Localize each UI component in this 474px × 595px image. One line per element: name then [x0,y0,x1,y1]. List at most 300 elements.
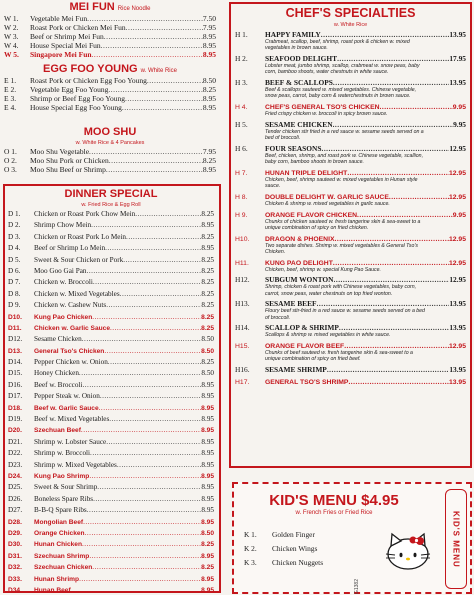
item-price: 8.25 [201,541,214,549]
item-code: H12. [235,275,250,285]
item-name: DOUBLE DELIGHT W. GARLIC SAUCE [265,193,389,201]
menu-item [8,391,214,402]
leader-dots [79,368,202,379]
item-name: Hunan Shrimp [34,575,80,583]
item-code: O 3. [4,165,17,174]
menu-item-row [8,255,214,266]
leader-dots [333,120,454,129]
item-price: 8.25 [201,255,214,264]
item-code: D 2. [8,221,21,230]
item-code: H 7. [235,169,248,177]
leader-dots [389,192,449,201]
menu-item [8,517,214,528]
leader-dots [135,209,201,220]
item-price: 8.95 [201,552,214,560]
item-code: H 6. [235,143,248,153]
moo-shu-title: MOO SHU [83,126,137,138]
egg-foo-young-subtitle: w. White Rice [140,68,177,74]
menu-item [8,448,214,459]
item-code: K 1. [244,530,257,539]
leader-dots [81,425,201,436]
item-name: General Tso's Chicken [34,347,105,355]
item-price: 8.50 [201,335,214,344]
item-name: Roast Pork or Chicken Mei Fun [30,23,126,32]
item-name: SEAFOOD DELIGHT [265,54,338,63]
item-price: 8.95 [201,380,214,389]
item-code: K 2. [244,544,257,553]
item-price: 8.25 [201,564,214,572]
menu-item-row [235,144,466,153]
item-name: Sweet & Sour Shrimp [34,483,98,492]
item-code: D 6. [8,266,21,275]
menu-item-row [4,23,216,32]
item-code: D22. [8,449,23,458]
kids-menu-box [232,482,472,594]
item-price: 8.25 [201,324,214,332]
menu-item-row [8,346,214,357]
kids-menu-list [244,528,374,570]
item-price: 13.95 [449,299,466,309]
item-name: Shrimp w. Broccoli [34,449,91,458]
item-price: 8.95 [201,575,214,583]
item-price: 8.95 [201,506,214,515]
leader-dots [120,289,202,300]
menu-item [244,556,374,570]
leader-dots [89,471,201,482]
item-price: 8.25 [202,85,216,94]
item-name: FOUR SEASONS [265,143,322,153]
item-description: Chunks of beef sauteed w. fresh tangerine skin & sea-sweet to a unique combination of spicy on fried beef. [265,350,413,363]
item-code: W 3. [4,32,19,41]
item-name: Pepper Chicken w. Onion [34,358,108,367]
egg-foo-young-section [0,62,222,112]
item-description: Two separate dishes. Shrimp w. mixed vegetables & General Tso's Chicken. [265,242,418,255]
leader-dots [87,266,202,277]
menu-item-row [235,120,466,129]
dinner-special-box [3,184,221,593]
chef-item [235,323,466,338]
menu-item [4,147,216,156]
item-code: H14. [235,323,250,333]
menu-item-row [8,517,214,528]
menu-item-row [235,341,466,350]
leader-dots [106,437,201,448]
menu-item [8,539,214,550]
menu-item [8,437,214,448]
item-name: HUNAN TRIPLE DELIGHT [265,169,348,177]
item-name: Chicken w. Cashew Nuts [34,301,107,310]
item-price: 8.95 [201,244,214,253]
menu-item [8,266,214,277]
menu-item-row [235,210,466,219]
moo-shu-subtitle: w. White Rice & 4 Pancakes [75,140,145,146]
item-code: D 8. [8,289,21,298]
item-description: Chicken, beef, shrimp sauteed w. mixed vegetables in Hunan style sauce. [265,176,418,189]
item-name: Chicken w. Garlic Sauce [34,324,110,332]
leader-dots [123,255,201,266]
item-price: 8.95 [201,483,214,492]
item-name: SESAME SHRIMP [265,365,327,375]
item-description: Chicken, beef, shrimp w. special Kung Pao Sauce. [265,266,381,273]
menu-item-row [8,300,214,311]
item-name: Beef w. Garlic Sauce [34,404,99,412]
leader-dots [104,346,201,357]
item-price: 8.95 [202,165,216,174]
chef-item [235,275,466,296]
item-name: Szechuan Shrimp [34,552,90,560]
leader-dots [334,275,450,284]
item-name: Kung Pao Shrimp [34,472,90,480]
menu-item-row [235,78,466,87]
dinner-special-list [8,209,214,595]
leader-dots [327,365,450,374]
leader-dots [335,234,449,243]
item-code: H 1. [235,30,248,39]
menu-item [8,357,214,368]
menu-item-row [4,85,216,94]
item-name: Beef w. Mixed Vegetables [34,415,110,424]
item-name: Szechuan Chicken [34,564,93,572]
item-price: 8.50 [201,347,214,355]
item-name: Roast Pork or Chicken Egg Foo Young [30,76,147,85]
mei-fun-title: MEI FUN Rice Noodle [69,1,151,13]
item-price: 8.25 [201,278,214,287]
item-price: 12.95 [448,193,466,201]
item-description: Chunks of chicken sauteed w. fresh tangerine skin & sea-sweet to a unique combination of spicy on fried chicken. [265,218,421,231]
chefs-specialties-box [229,2,472,468]
item-name: House Special Mei Fun [30,41,101,50]
leader-dots [90,448,201,459]
item-name: SUBGUM WONTON [265,275,334,285]
leader-dots [100,391,202,402]
menu-item [8,414,214,425]
item-price: 8.95 [201,472,214,480]
chef-item [235,341,466,362]
menu-item [8,277,214,288]
item-description: Beef, chicken, shrimp, and roast pork w. Chinese vegetable, scallion, baby corn, bamboo shoots in brown sauce. [265,152,424,165]
menu-item-row [8,403,214,414]
chef-item [235,210,466,231]
leader-dots [108,357,202,368]
item-code: H 8. [235,193,248,201]
menu-item-row [8,505,214,516]
menu-item-row [235,54,466,63]
item-name: CHEF'S GENERAL TSO'S CHICKEN [265,104,380,111]
item-price: 8.50 [201,369,214,378]
menu-item [244,542,374,556]
menu-item [8,471,214,482]
menu-item-row [244,528,374,542]
menu-item-row [4,94,216,103]
menu-item-row [8,232,214,243]
menu-item-row [235,377,466,386]
menu-item [8,482,214,493]
leader-dots [380,102,453,111]
item-description: Shrimp, chicken & roast pork with Chinese vegetables, baby corn, carrot, snow peas, water chestnuts on top fried wonton. [265,284,417,297]
menu-item [4,23,216,32]
menu-item [8,232,214,243]
item-name: Sesame Chicken [34,335,82,344]
chef-item [235,144,466,165]
item-name: Szechuan Beef [34,427,81,435]
leader-dots [317,299,450,308]
leader-dots [109,414,201,425]
item-price: 8.25 [201,301,214,310]
menu-item-row [4,41,216,50]
item-price: 12.95 [449,275,466,285]
item-code: H17. [235,378,250,386]
menu-item [4,41,216,50]
chef-item [235,30,466,51]
menu-item [8,323,214,334]
leader-dots [108,85,203,94]
menu-item [8,209,214,220]
item-name: House Special Egg Foo Young [30,103,122,112]
item-price: 8.95 [202,94,216,103]
item-code: H 5. [235,119,248,129]
egg-foo-young-list [4,76,216,112]
menu-item-row [8,494,214,505]
item-price: 8.95 [201,586,214,594]
leader-dots [91,220,201,231]
item-name: Orange Chicken [34,529,85,537]
menu-item-row [8,414,214,425]
item-description: Crabmeat, scallop, beef, shrimp, roast pork & chicken w. mixed vegetables in brown sauce. [265,39,410,52]
kids-menu-title: KID'S MENU $4.95 [269,492,399,509]
menu-item [8,505,214,516]
menu-item [8,551,214,562]
leader-dots [82,539,201,550]
item-price: 8.25 [201,210,214,218]
item-price: 13.95 [448,378,466,386]
item-code: H 9. [235,211,248,219]
item-price: 8.95 [201,494,214,503]
item-price: 8.50 [201,529,214,537]
item-code: O 1. [4,147,17,156]
item-code: D25. [8,483,23,492]
item-name: ORANGE FLAVOR CHICKEN [265,211,358,219]
leader-dots [117,460,202,471]
item-name: ORANGE FLAVOR BEEF [265,343,345,351]
item-price: 8.25 [201,289,214,298]
item-price: 8.25 [201,313,214,321]
item-code: D17. [8,392,23,401]
chef-item [235,168,466,189]
item-price: 8.95 [202,50,216,59]
menu-item-row [4,165,216,174]
menu-item-row [4,32,216,41]
chefs-specialties-list [235,30,466,386]
item-code: H 3. [235,78,248,87]
chef-item [235,102,466,117]
item-price: 8.25 [202,156,216,165]
item-name: BEEF & SCALLOPS [265,78,333,87]
menu-item-row [235,234,466,243]
dinner-special-subtitle: w. Fried Rice & Egg Roll [81,202,141,208]
leader-dots [104,32,203,41]
menu-item [8,528,214,539]
leader-dots [93,494,201,505]
egg-foo-young-title: EGG FOO YOUNG w. White Rice [43,63,177,75]
menu-item-row [4,147,216,156]
print-code: G1382 [354,579,360,595]
menu-item [8,334,214,345]
item-name: Chicken Nuggets [272,558,324,567]
item-name: Mongolian Beef [34,518,84,526]
item-price: 17.95 [449,54,466,63]
item-price: 13.95 [449,30,466,39]
item-name: SESAME BEEF [265,299,317,309]
item-name: Vegetable Mei Fun [30,14,88,23]
item-name: SCALLOP & SHRIMP [265,323,339,333]
leader-dots [344,341,449,350]
item-code: D 3. [8,232,21,241]
item-price: 8.95 [201,460,214,469]
menu-item-row [8,574,214,585]
menu-item [4,156,216,165]
item-name: Honey Chicken [34,369,79,378]
menu-item-row [235,102,466,111]
item-name: Sweet & Sour Chicken or Pork [34,255,124,264]
menu-item-row [8,277,214,288]
item-price: 8.95 [202,32,216,41]
menu-item-row [8,380,214,391]
menu-item-row [8,585,214,595]
item-name: SESAME CHICKEN [265,119,333,129]
chef-item [235,120,466,141]
item-code: D19. [8,415,23,424]
item-name: DRAGON & PHOENIX [265,235,335,243]
menu-item [8,312,214,323]
item-code: D 5. [8,255,21,264]
item-code: D 9. [8,301,21,310]
item-name: Chicken w. Mixed Vegetables [34,289,120,298]
chefs-specialties-subtitle: w. White Rice [333,22,368,28]
item-code: D14. [8,358,23,367]
item-code: H15. [235,343,250,351]
menu-item [4,85,216,94]
kids-menu-subtitle: w. French Fries or Fried Rice [295,510,373,516]
item-code: W 2. [4,23,19,32]
item-code: O 2. [4,156,17,165]
menu-item-row [235,30,466,39]
menu-item-row [4,50,216,59]
leader-dots [321,144,449,153]
menu-item-row [8,266,214,277]
dinner-special-title: DINNER SPECIAL [64,188,158,200]
leader-dots [321,30,450,39]
item-code: H16. [235,365,250,375]
kids-menu-side-label [445,489,467,589]
item-code: D11. [8,324,22,332]
leader-dots [109,156,203,165]
mei-fun-subtitle: Rice Noodle [117,6,151,12]
item-code: E 2. [4,85,17,94]
menu-item-row [4,103,216,112]
item-code: W 1. [4,14,19,23]
right-column [229,2,474,595]
item-description: Floury beef stir-fried in a red sauce w. sesame seeds served on a bed of broccoli. [265,308,425,321]
leader-dots [147,76,203,85]
leader-dots [105,243,201,254]
item-price: 8.95 [201,392,214,401]
item-name: Moo Shu Beef or Shrimp [30,165,106,174]
item-code: D10. [8,313,22,321]
item-price: 8.95 [202,103,216,112]
leader-dots [89,147,203,156]
leader-dots [87,14,203,23]
leader-dots [82,380,201,391]
item-price: 8.95 [201,221,214,230]
moo-shu-list [4,147,216,174]
item-name: Chicken w. Broccoli [34,278,93,287]
menu-item [4,94,216,103]
menu-item-row [8,425,214,436]
item-code: D29. [8,529,22,537]
menu-item [8,562,214,573]
leader-dots [92,312,201,323]
item-code: H 2. [235,54,248,63]
item-price: 9.95 [453,119,466,129]
item-name: Hunan Chicken [34,541,82,549]
leader-dots [85,528,202,539]
menu-item-row [244,542,374,556]
menu-item-row [235,168,466,177]
leader-dots [126,232,201,243]
menu-item [8,346,214,357]
menu-item-row [235,258,466,267]
leader-dots [97,482,201,493]
item-price: 7.95 [202,147,216,156]
item-price: 13.95 [449,323,466,333]
menu-item-row [8,562,214,573]
item-name: Chicken or Roast Pork Chow Mein [34,210,136,218]
menu-item [8,368,214,379]
chef-item [235,377,466,386]
menu-item-row [8,312,214,323]
item-description: Lobster meat, jumbo shrimp, scallop, crabmeat w. snow peas, baby corn, bamboo shoots, water chestnuts in white sauce. [265,63,420,76]
item-code: W 5. [4,50,19,59]
item-name: HAPPY FAMILY [265,30,321,39]
item-description: Fried crispy chicken w. broccoli in spicy brown sauce. [265,111,388,117]
leader-dots [126,23,203,32]
item-name: B-B-Q Spare Ribs [34,506,87,515]
item-price: 8.25 [201,358,214,367]
leader-dots [87,505,202,516]
menu-item [4,32,216,41]
item-price: 12.95 [448,169,466,177]
item-price: 12.95 [448,259,466,267]
mei-fun-list [4,14,216,59]
menu-item-row [8,368,214,379]
menu-item-row [8,437,214,448]
item-code: D34. [8,586,22,594]
item-name: Golden Finger [272,530,315,539]
item-description: Chicken & shrimp w. mixed vegetables in garlic sauce. [265,200,390,207]
item-description: Scallops & shrimp w. mixed vegetables in white sauce. [265,332,391,339]
menu-item [8,425,214,436]
leader-dots [92,562,201,573]
kids-menu-side-text: KID'S MENU [451,510,461,568]
leader-dots [122,103,203,112]
leader-dots [347,168,449,177]
leader-dots [106,165,203,174]
leader-dots [333,258,449,267]
leader-dots [89,551,201,562]
item-price: 13.95 [449,365,466,375]
menu-item [8,255,214,266]
item-price: 8.50 [202,76,216,85]
